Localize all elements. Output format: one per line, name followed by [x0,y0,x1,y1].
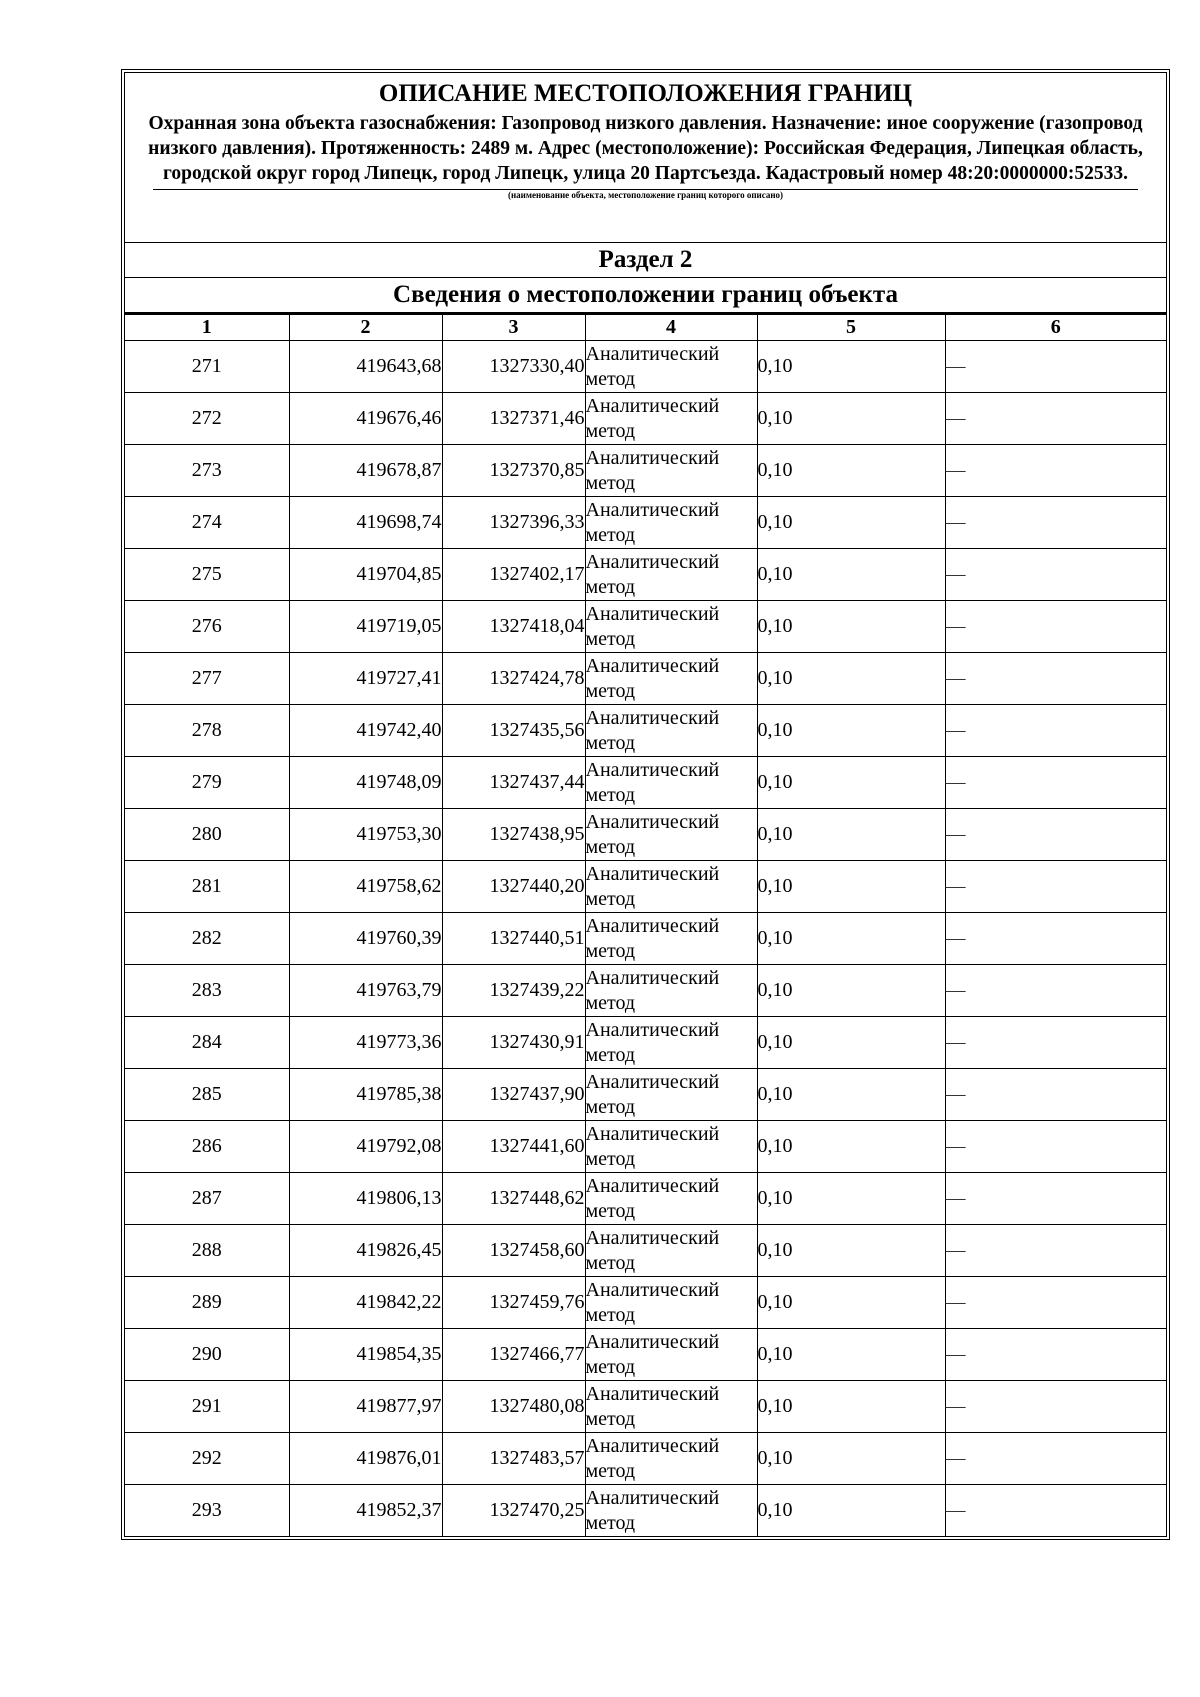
x-coordinate-cell: 419727,41 [289,653,442,705]
method-cell: Аналитический метод [585,965,757,1017]
y-coordinate-cell: 1327440,20 [442,861,585,913]
table-row [125,1485,1166,1537]
y-coordinate-cell: 1327448,62 [442,1173,585,1225]
x-coordinate-cell: 419758,62 [289,861,442,913]
point-number-cell: 282 [125,913,289,965]
accuracy-cell: 0,10 [757,965,945,1017]
point-number-cell: 287 [125,1173,289,1225]
method-cell: Аналитический метод [585,1433,757,1485]
y-coordinate-cell: 1327330,40 [442,341,585,393]
accuracy-cell: 0,10 [757,1121,945,1173]
table-row [125,497,1166,549]
table-row [125,341,1166,393]
column-header: 5 [757,315,945,341]
x-coordinate-cell: 419842,22 [289,1277,442,1329]
accuracy-cell: 0,10 [757,705,945,757]
note-cell: — [945,1173,1166,1225]
accuracy-cell: 0,10 [757,757,945,809]
table-row [125,861,1166,913]
point-number-cell: 285 [125,1069,289,1121]
method-cell: Аналитический метод [585,1121,757,1173]
point-number-cell: 286 [125,1121,289,1173]
note-cell: — [945,445,1166,497]
point-number-cell: 273 [125,445,289,497]
accuracy-cell: 0,10 [757,549,945,601]
x-coordinate-cell: 419676,46 [289,393,442,445]
note-cell: — [945,965,1166,1017]
table-row [125,393,1166,445]
y-coordinate-cell: 1327430,91 [442,1017,585,1069]
note-cell: — [945,341,1166,393]
accuracy-cell: 0,10 [757,1329,945,1381]
x-coordinate-cell: 419678,87 [289,445,442,497]
point-number-cell: 277 [125,653,289,705]
y-coordinate-cell: 1327440,51 [442,913,585,965]
table-row [125,549,1166,601]
point-number-cell: 280 [125,809,289,861]
method-cell: Аналитический метод [585,913,757,965]
accuracy-cell: 0,10 [757,1017,945,1069]
point-number-cell: 288 [125,1225,289,1277]
y-coordinate-cell: 1327470,25 [442,1485,585,1537]
y-coordinate-cell: 1327437,90 [442,1069,585,1121]
point-number-cell: 284 [125,1017,289,1069]
note-cell: — [945,1017,1166,1069]
table-row [125,653,1166,705]
method-cell: Аналитический метод [585,1329,757,1381]
section-number: Раздел 2 [125,243,1166,278]
point-number-cell: 292 [125,1433,289,1485]
column-header: 3 [442,315,585,341]
method-cell: Аналитический метод [585,705,757,757]
accuracy-cell: 0,10 [757,653,945,705]
point-number-cell: 272 [125,393,289,445]
note-cell: — [945,497,1166,549]
y-coordinate-cell: 1327396,33 [442,497,585,549]
table-row [125,1121,1166,1173]
note-cell: — [945,1485,1166,1537]
table-row [125,1381,1166,1433]
object-description: Охранная зона объекта газоснабжения: Газопровод низкого давления. Назначение: иное сооружение (газопровод низкого давления). Протяженность: 2489 м. Адрес (местоположение): Российская Федерация, Липецкая область, городской округ город Липецк, город Липецк, улица 20 Партсъезда. Кадастровый номер 48:20:0000000:52533. [148,113,1143,184]
accuracy-cell: 0,10 [757,1225,945,1277]
column-header: 2 [289,315,442,341]
method-cell: Аналитический метод [585,1381,757,1433]
method-cell: Аналитический метод [585,497,757,549]
y-coordinate-cell: 1327437,44 [442,757,585,809]
note-cell: — [945,757,1166,809]
column-header: 6 [945,315,1166,341]
method-cell: Аналитический метод [585,549,757,601]
table-row [125,445,1166,497]
point-number-cell: 278 [125,705,289,757]
x-coordinate-cell: 419760,39 [289,913,442,965]
accuracy-cell: 0,10 [757,1433,945,1485]
accuracy-cell: 0,10 [757,445,945,497]
y-coordinate-cell: 1327418,04 [442,601,585,653]
method-cell: Аналитический метод [585,1225,757,1277]
note-cell: — [945,653,1166,705]
y-coordinate-cell: 1327441,60 [442,1121,585,1173]
x-coordinate-cell: 419643,68 [289,341,442,393]
x-coordinate-cell: 419719,05 [289,601,442,653]
y-coordinate-cell: 1327458,60 [442,1225,585,1277]
accuracy-cell: 0,10 [757,497,945,549]
method-cell: Аналитический метод [585,1173,757,1225]
note-cell: — [945,705,1166,757]
column-header: 4 [585,315,757,341]
accuracy-cell: 0,10 [757,809,945,861]
accuracy-cell: 0,10 [757,393,945,445]
method-cell: Аналитический метод [585,341,757,393]
note-cell: — [945,549,1166,601]
table-row [125,757,1166,809]
x-coordinate-cell: 419792,08 [289,1121,442,1173]
method-cell: Аналитический метод [585,1277,757,1329]
x-coordinate-cell: 419704,85 [289,549,442,601]
note-cell: — [945,601,1166,653]
x-coordinate-cell: 419876,01 [289,1433,442,1485]
x-coordinate-cell: 419826,45 [289,1225,442,1277]
accuracy-cell: 0,10 [757,1381,945,1433]
table-row [125,1173,1166,1225]
x-coordinate-cell: 419785,38 [289,1069,442,1121]
y-coordinate-cell: 1327402,17 [442,549,585,601]
accuracy-cell: 0,10 [757,601,945,653]
table-header-row [125,315,1166,341]
accuracy-cell: 0,10 [757,1485,945,1537]
accuracy-cell: 0,10 [757,861,945,913]
note-cell: — [945,1069,1166,1121]
note-cell: — [945,1121,1166,1173]
point-number-cell: 281 [125,861,289,913]
table-row [125,1329,1166,1381]
table-body [125,341,1166,1537]
table-row [125,705,1166,757]
table-row [125,1017,1166,1069]
note-cell: — [945,1225,1166,1277]
y-coordinate-cell: 1327424,78 [442,653,585,705]
point-number-cell: 276 [125,601,289,653]
point-number-cell: 274 [125,497,289,549]
column-header: 1 [125,315,289,341]
method-cell: Аналитический метод [585,1017,757,1069]
x-coordinate-cell: 419854,35 [289,1329,442,1381]
point-number-cell: 279 [125,757,289,809]
note-cell: — [945,393,1166,445]
table-row [125,1277,1166,1329]
point-number-cell: 283 [125,965,289,1017]
note-cell: — [945,809,1166,861]
x-coordinate-cell: 419742,40 [289,705,442,757]
table-row [125,913,1166,965]
coordinates-table [125,314,1166,1536]
method-cell: Аналитический метод [585,861,757,913]
method-cell: Аналитический метод [585,393,757,445]
method-cell: Аналитический метод [585,757,757,809]
y-coordinate-cell: 1327435,56 [442,705,585,757]
x-coordinate-cell: 419753,30 [289,809,442,861]
document-frame [124,72,1167,1537]
document-title: ОПИСАНИЕ МЕСТОПОЛОЖЕНИЯ ГРАНИЦ [378,80,913,107]
accuracy-cell: 0,10 [757,341,945,393]
x-coordinate-cell: 419748,09 [289,757,442,809]
x-coordinate-cell: 419877,97 [289,1381,442,1433]
table-row [125,1433,1166,1485]
point-number-cell: 275 [125,549,289,601]
method-cell: Аналитический метод [585,1485,757,1537]
point-number-cell: 293 [125,1485,289,1537]
y-coordinate-cell: 1327370,85 [442,445,585,497]
point-number-cell: 291 [125,1381,289,1433]
accuracy-cell: 0,10 [757,1069,945,1121]
x-coordinate-cell: 419852,37 [289,1485,442,1537]
x-coordinate-cell: 419773,36 [289,1017,442,1069]
table-row [125,601,1166,653]
x-coordinate-cell: 419763,79 [289,965,442,1017]
y-coordinate-cell: 1327480,08 [442,1381,585,1433]
point-number-cell: 271 [125,341,289,393]
description-caption: (наименование объекта, местоположение границ которого описано) [507,190,784,200]
note-cell: — [945,1381,1166,1433]
note-cell: — [945,1433,1166,1485]
note-cell: — [945,913,1166,965]
method-cell: Аналитический метод [585,809,757,861]
table-row [125,1225,1166,1277]
x-coordinate-cell: 419698,74 [289,497,442,549]
accuracy-cell: 0,10 [757,913,945,965]
section-title: Сведения о местоположении границ объекта [125,278,1166,314]
y-coordinate-cell: 1327438,95 [442,809,585,861]
point-number-cell: 289 [125,1277,289,1329]
table-row [125,965,1166,1017]
table-row [125,809,1166,861]
y-coordinate-cell: 1327439,22 [442,965,585,1017]
table-row [125,1069,1166,1121]
y-coordinate-cell: 1327483,57 [442,1433,585,1485]
note-cell: — [945,861,1166,913]
accuracy-cell: 0,10 [757,1277,945,1329]
method-cell: Аналитический метод [585,445,757,497]
method-cell: Аналитический метод [585,601,757,653]
y-coordinate-cell: 1327466,77 [442,1329,585,1381]
y-coordinate-cell: 1327371,46 [442,393,585,445]
x-coordinate-cell: 419806,13 [289,1173,442,1225]
point-number-cell: 290 [125,1329,289,1381]
note-cell: — [945,1329,1166,1381]
document-header [125,73,1166,243]
y-coordinate-cell: 1327459,76 [442,1277,585,1329]
note-cell: — [945,1277,1166,1329]
method-cell: Аналитический метод [585,1069,757,1121]
accuracy-cell: 0,10 [757,1173,945,1225]
method-cell: Аналитический метод [585,653,757,705]
